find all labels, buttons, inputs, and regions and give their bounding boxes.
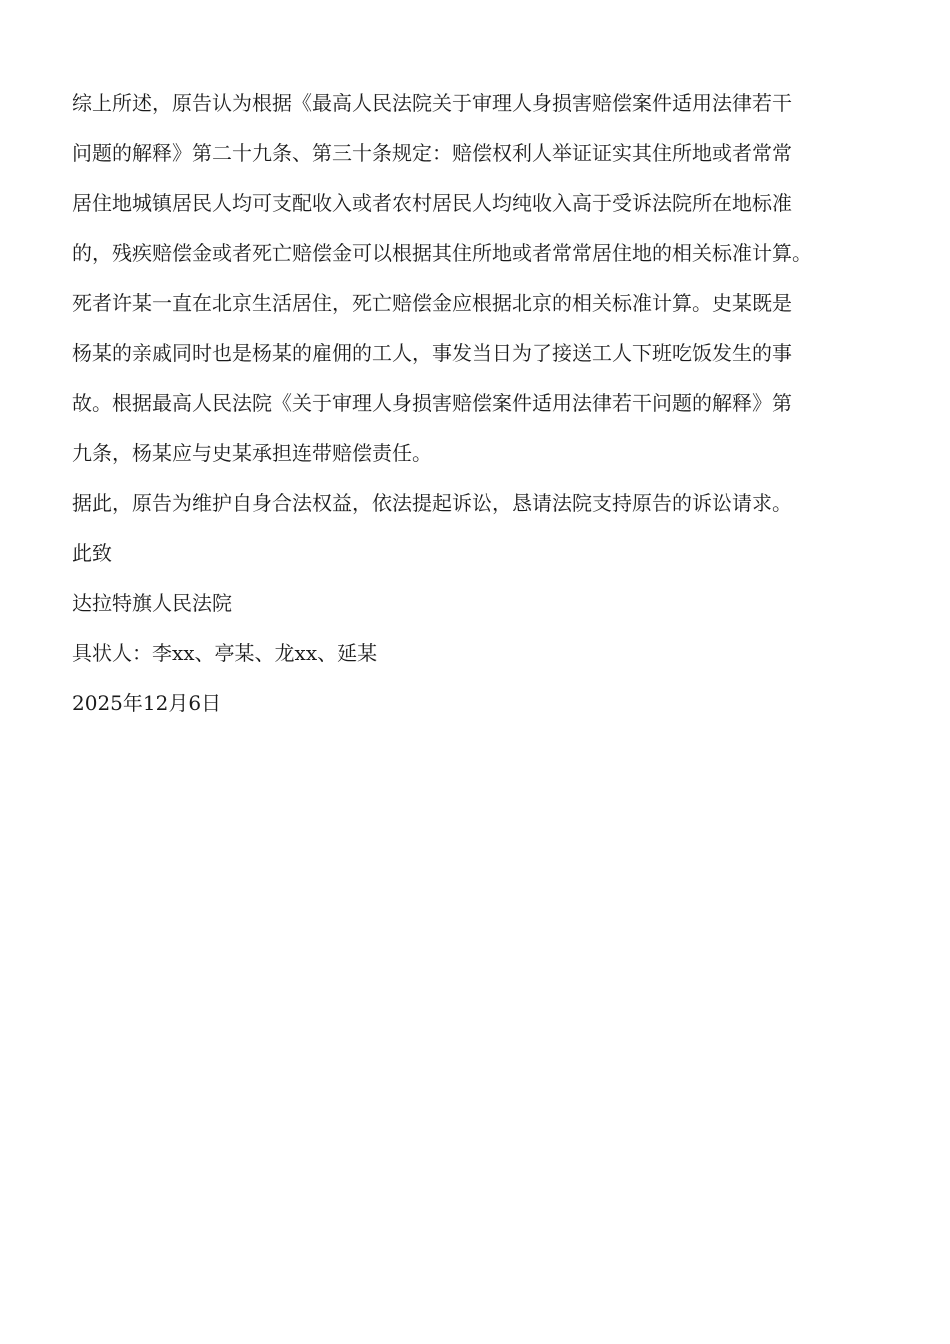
paragraph-summary-line-5: 死者许某一直在北京生活居住，死亡赔偿金应根据北京的相关标准计算。史某既是 <box>72 291 792 315</box>
paragraph-summary-line-3: 居住地城镇居民人均可支配收入或者农村居民人均纯收入高于受诉法院所在地标准 <box>72 191 792 215</box>
court-name: 达拉特旗人民法院 <box>72 591 232 615</box>
plaintiffs-signature: 具状人：李xx、亭某、龙xx、延某 <box>72 641 378 665</box>
document-date: 2025年12月6日 <box>72 691 222 715</box>
paragraph-summary-line-7: 故。根据最高人民法院《关于审理人身损害赔偿案件适用法律若干问题的解释》第 <box>72 391 792 415</box>
paragraph-summary-line-2: 问题的解释》第二十九条、第三十条规定：赔偿权利人举证证实其住所地或者常常 <box>72 141 792 165</box>
salutation: 此致 <box>72 541 112 565</box>
document-body <box>72 78 892 728</box>
paragraph-summary-line-1: 综上所述，原告认为根据《最高人民法院关于审理人身损害赔偿案件适用法律若干 <box>72 91 792 115</box>
paragraph-request: 据此，原告为维护自身合法权益，依法提起诉讼，恳请法院支持原告的诉讼请求。 <box>72 491 792 515</box>
paragraph-summary-line-8: 九条，杨某应与史某承担连带赔偿责任。 <box>72 441 432 465</box>
paragraph-summary-line-4: 的，残疾赔偿金或者死亡赔偿金可以根据其住所地或者常常居住地的相关标准计算。 <box>72 241 812 265</box>
paragraph-summary-line-6: 杨某的亲戚同时也是杨某的雇佣的工人，事发当日为了接送工人下班吃饭发生的事 <box>72 341 792 365</box>
